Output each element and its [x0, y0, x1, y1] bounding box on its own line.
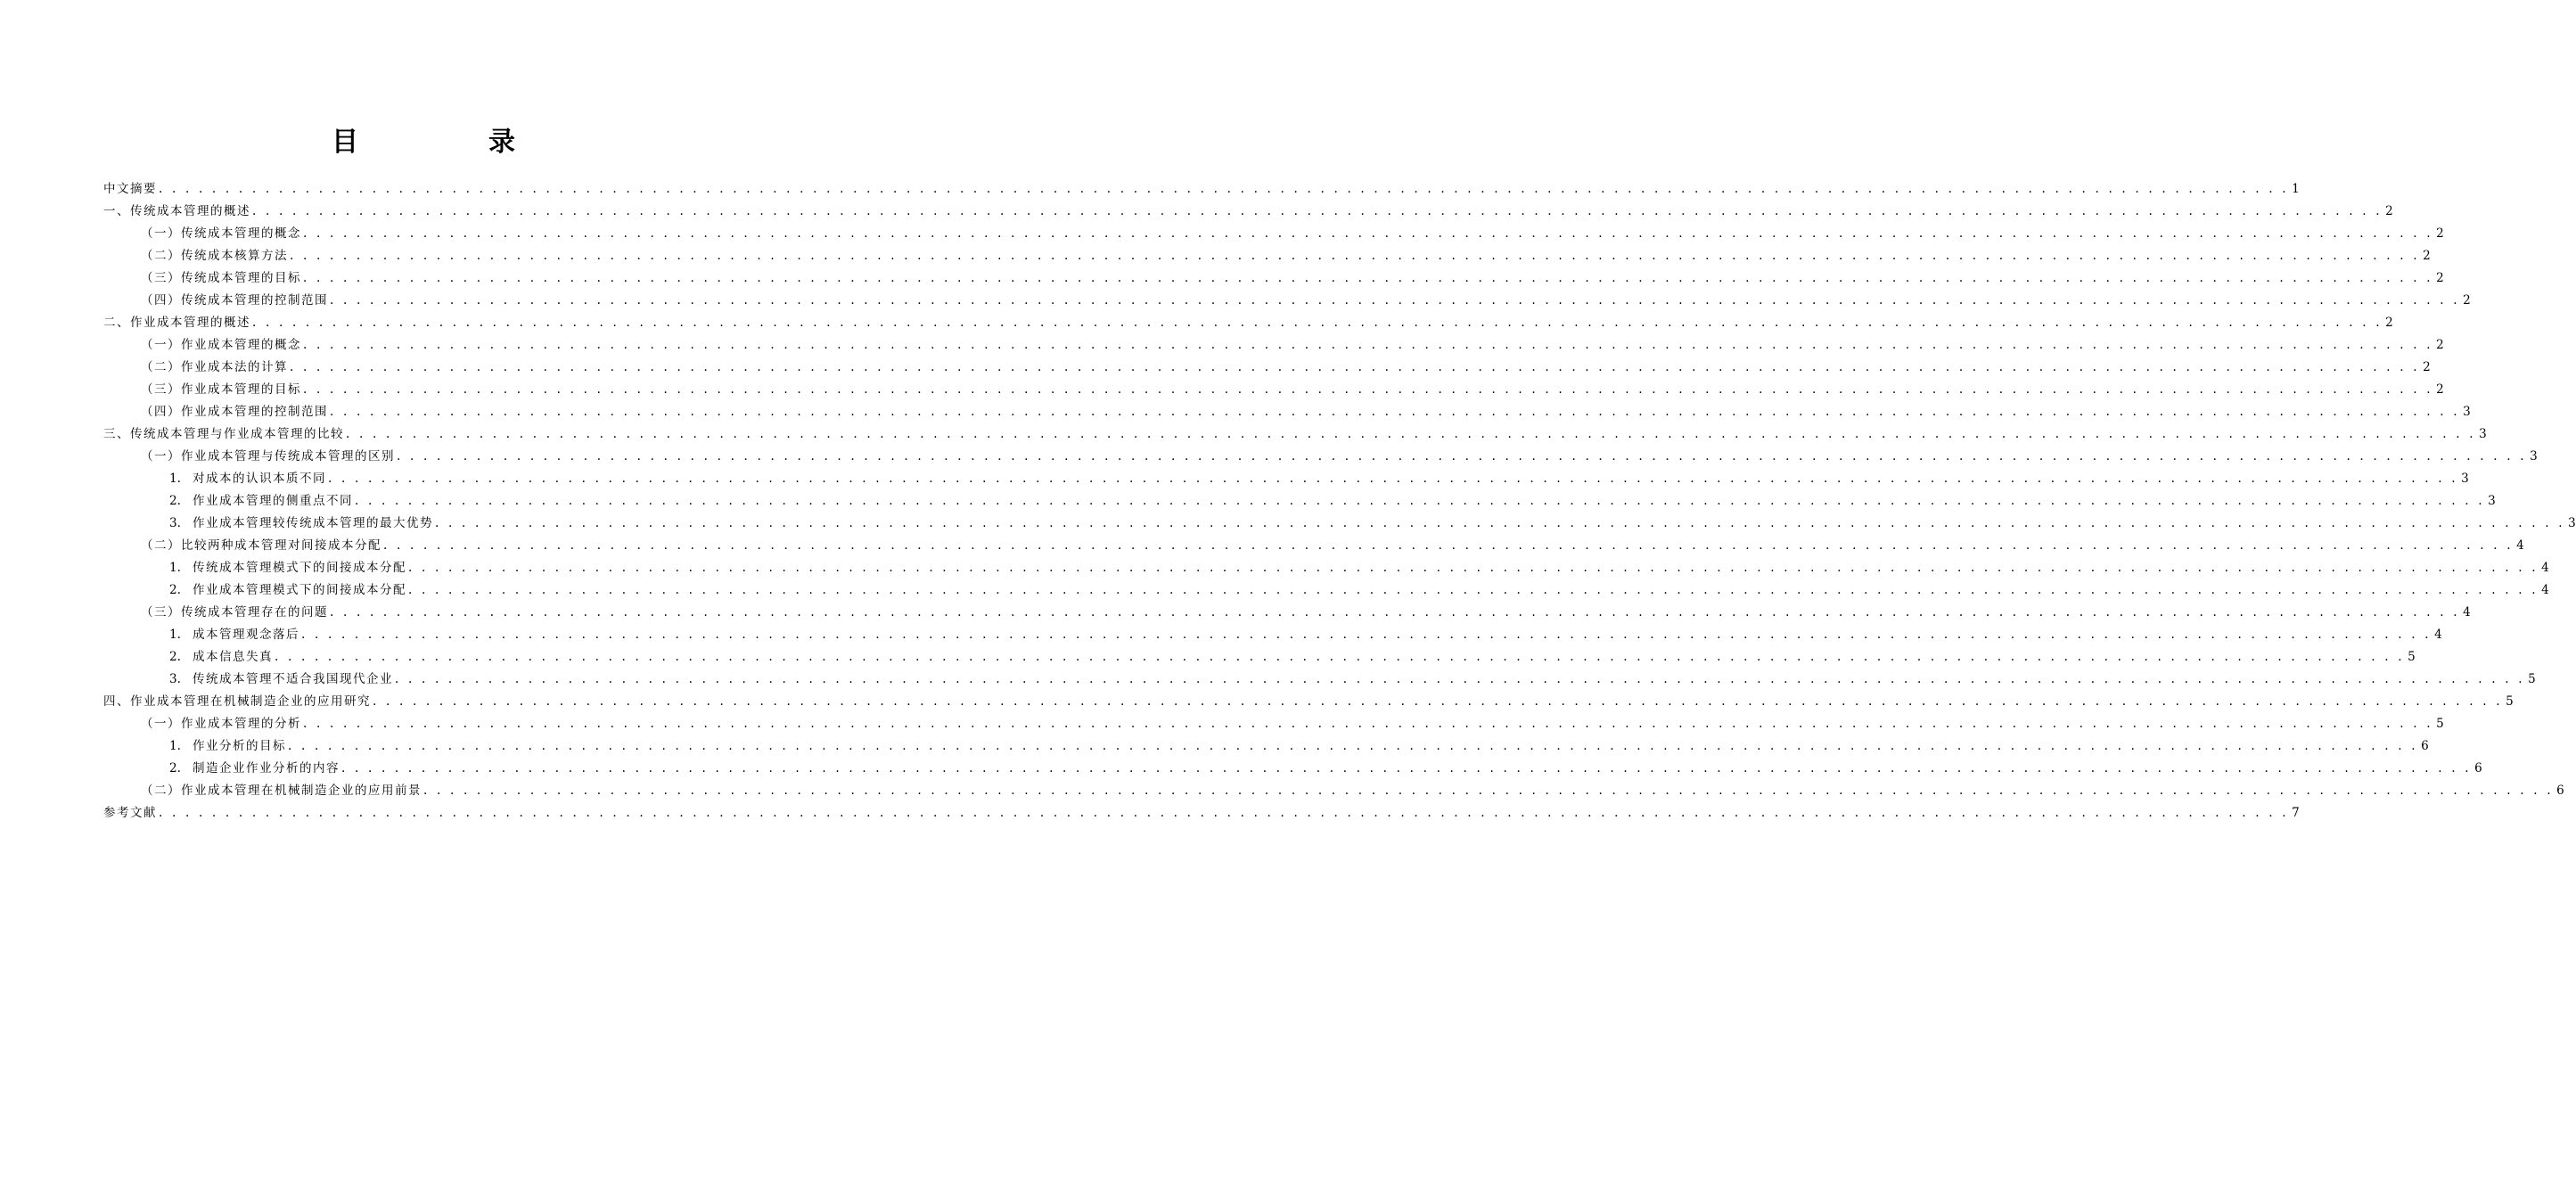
- toc-page-number: 5: [2408, 650, 2416, 664]
- toc-entry-title: （四）作业成本管理的控制范围: [141, 405, 328, 419]
- toc-entry-title: 作业成本管理模式下的间接成本分配: [193, 583, 406, 597]
- toc-entry-title: （一）作业成本管理的概念: [141, 338, 301, 352]
- toc-entry[interactable]: [103, 713, 2444, 735]
- toc-dot-leader: . . . . . . . . . . . . . . . . . . . . . . . . . . . . . . . . . . . . . . . . . . . . . . . . . . . . . . . . . . . . . . . . . . . . . . . . . . . . . . . . . . . . . . . . . . . . . . . . . . . . . . . . . . . . . . . . . . . . . . . . . . . . . . . . . . . . . . . . . . . . . . . . . . . . . . . . . . . . . . . .: [346, 427, 2476, 441]
- toc-page-number: 4: [2541, 583, 2549, 597]
- toc-entry-number: 2.: [169, 650, 181, 664]
- toc-entry-title: 成本信息失真: [193, 650, 273, 664]
- toc-entry[interactable]: [103, 178, 2300, 201]
- toc-page-number: 6: [2556, 784, 2564, 798]
- toc-dot-leader: . . . . . . . . . . . . . . . . . . . . . . . . . . . . . . . . . . . . . . . . . . . . . . . . . . . . . . . . . . . . . . . . . . . . . . . . . . . . . . . . . . . . . . . . . . . . . . . . . . . . . . . . . . . . . . . . . . . . . . . . . . . . . . . . . . . . . . . . . . . . . . . . . . . . . . . . . . . . . . . .: [303, 226, 2433, 241]
- toc-entry[interactable]: [103, 624, 2442, 646]
- toc-page-number: 6: [2474, 761, 2482, 775]
- toc-entry[interactable]: [103, 557, 2549, 579]
- toc-entry[interactable]: [103, 646, 2416, 669]
- toc-entry[interactable]: [103, 735, 2429, 758]
- toc-entry[interactable]: [103, 357, 2431, 379]
- toc-dot-leader: . . . . . . . . . . . . . . . . . . . . . . . . . . . . . . . . . . . . . . . . . . . . . . . . . . . . . . . . . . . . . . . . . . . . . . . . . . . . . . . . . . . . . . . . . . . . . . . . . . . . . . . . . . . . . . . . . . . . . . . . . . . . . . . . . . . . . . . . . . . . . . . . . . . . . . . . . . . . . . . .: [159, 806, 2289, 820]
- toc-entry-title: 作业分析的目标: [193, 739, 286, 753]
- toc-dot-leader: . . . . . . . . . . . . . . . . . . . . . . . . . . . . . . . . . . . . . . . . . . . . . . . . . . . . . . . . . . . . . . . . . . . . . . . . . . . . . . . . . . . . . . . . . . . . . . . . . . . . . . . . . . . . . . . . . . . . . . . . . . . . . . . . . . . . . . . . . . . . . . . . . . . . . . . . . . . . . . . .: [290, 249, 2420, 263]
- toc-entry[interactable]: [103, 513, 2576, 535]
- toc-dot-leader: . . . . . . . . . . . . . . . . . . . . . . . . . . . . . . . . . . . . . . . . . . . . . . . . . . . . . . . . . . . . . . . . . . . . . . . . . . . . . . . . . . . . . . . . . . . . . . . . . . . . . . . . . . . . . . . . . . . . . . . . . . . . . . . . . . . . . . . . . . . . . . . . . . . . . . . . . . . . . . . .: [435, 516, 2565, 530]
- toc-page-number: 4: [2434, 628, 2442, 642]
- toc-page-number: 2: [2423, 360, 2431, 374]
- toc-entry-number: 2.: [169, 761, 181, 775]
- toc-entry-number: 2.: [169, 494, 181, 508]
- toc-page-number: 3: [2463, 405, 2471, 419]
- toc-entry-number: 1.: [169, 472, 181, 486]
- toc-dot-leader: . . . . . . . . . . . . . . . . . . . . . . . . . . . . . . . . . . . . . . . . . . . . . . . . . . . . . . . . . . . . . . . . . . . . . . . . . . . . . . . . . . . . . . . . . . . . . . . . . . . . . . . . . . . . . . . . . . . . . . . . . . . . . . . . . . . . . . . . . . . . . . . . . . . . . . . . . . . . . . . .: [288, 739, 2418, 753]
- toc-entry-title: （二）传统成本核算方法: [141, 249, 288, 263]
- toc-entry-title: （二）作业成本法的计算: [141, 360, 288, 374]
- toc-entry[interactable]: [103, 535, 2524, 557]
- toc-entry[interactable]: [103, 490, 2496, 513]
- toc-entry-number: 2.: [169, 583, 181, 597]
- toc-entry-title: 一、传统成本管理的概述: [103, 204, 250, 218]
- toc-page-number: 3: [2461, 472, 2469, 486]
- toc-entry[interactable]: [103, 602, 2471, 624]
- toc-entry[interactable]: [103, 267, 2444, 290]
- toc-page-number: 5: [2528, 672, 2536, 686]
- toc-entry[interactable]: [103, 245, 2431, 267]
- toc-entry-title: 三、传统成本管理与作业成本管理的比较: [103, 427, 344, 441]
- toc-entry[interactable]: [103, 802, 2300, 825]
- toc-dot-leader: . . . . . . . . . . . . . . . . . . . . . . . . . . . . . . . . . . . . . . . . . . . . . . . . . . . . . . . . . . . . . . . . . . . . . . . . . . . . . . . . . . . . . . . . . . . . . . . . . . . . . . . . . . . . . . . . . . . . . . . . . . . . . . . . . . . . . . . . . . . . . . . . . . . . . . . . . . . . . . . .: [303, 382, 2433, 397]
- toc-page-number: 2: [2436, 338, 2444, 352]
- toc-dot-leader: . . . . . . . . . . . . . . . . . . . . . . . . . . . . . . . . . . . . . . . . . . . . . . . . . . . . . . . . . . . . . . . . . . . . . . . . . . . . . . . . . . . . . . . . . . . . . . . . . . . . . . . . . . . . . . . . . . . . . . . . . . . . . . . . . . . . . . . . . . . . . . . . . . . . . . . . . . . . . . . .: [301, 628, 2432, 642]
- toc-entry[interactable]: [103, 780, 2564, 802]
- toc-page-number: 2: [2463, 293, 2471, 308]
- toc-dot-leader: . . . . . . . . . . . . . . . . . . . . . . . . . . . . . . . . . . . . . . . . . . . . . . . . . . . . . . . . . . . . . . . . . . . . . . . . . . . . . . . . . . . . . . . . . . . . . . . . . . . . . . . . . . . . . . . . . . . . . . . . . . . . . . . . . . . . . . . . . . . . . . . . . . . . . . . . . . . . . . . .: [355, 494, 2485, 508]
- toc-page-number: 3: [2530, 449, 2538, 464]
- toc-page-number: 4: [2463, 605, 2471, 620]
- toc-dot-leader: . . . . . . . . . . . . . . . . . . . . . . . . . . . . . . . . . . . . . . . . . . . . . . . . . . . . . . . . . . . . . . . . . . . . . . . . . . . . . . . . . . . . . . . . . . . . . . . . . . . . . . . . . . . . . . . . . . . . . . . . . . . . . . . . . . . . . . . . . . . . . . . . . . . . . . . . . . . . . . . .: [423, 784, 2554, 798]
- toc-page-number: 3: [2488, 494, 2496, 508]
- toc-dot-leader: . . . . . . . . . . . . . . . . . . . . . . . . . . . . . . . . . . . . . . . . . . . . . . . . . . . . . . . . . . . . . . . . . . . . . . . . . . . . . . . . . . . . . . . . . . . . . . . . . . . . . . . . . . . . . . . . . . . . . . . . . . . . . . . . . . . . . . . . . . . . . . . . . . . . . . . . . . . . . . . .: [275, 650, 2405, 664]
- toc-dot-leader: . . . . . . . . . . . . . . . . . . . . . . . . . . . . . . . . . . . . . . . . . . . . . . . . . . . . . . . . . . . . . . . . . . . . . . . . . . . . . . . . . . . . . . . . . . . . . . . . . . . . . . . . . . . . . . . . . . . . . . . . . . . . . . . . . . . . . . . . . . . . . . . . . . . . . . . . . . . . . . . .: [397, 449, 2527, 464]
- toc-entry[interactable]: [103, 290, 2471, 312]
- toc-page-number: 6: [2421, 739, 2429, 753]
- toc-dot-leader: . . . . . . . . . . . . . . . . . . . . . . . . . . . . . . . . . . . . . . . . . . . . . . . . . . . . . . . . . . . . . . . . . . . . . . . . . . . . . . . . . . . . . . . . . . . . . . . . . . . . . . . . . . . . . . . . . . . . . . . . . . . . . . . . . . . . . . . . . . . . . . . . . . . . . . . . . . . . . . . .: [290, 360, 2420, 374]
- table-of-contents: [103, 178, 2576, 825]
- toc-dot-leader: . . . . . . . . . . . . . . . . . . . . . . . . . . . . . . . . . . . . . . . . . . . . . . . . . . . . . . . . . . . . . . . . . . . . . . . . . . . . . . . . . . . . . . . . . . . . . . . . . . . . . . . . . . . . . . . . . . . . . . . . . . . . . . . . . . . . . . . . . . . . . . . . . . . . . . . . . . . . . . . .: [383, 538, 2514, 553]
- toc-entry[interactable]: [103, 312, 2393, 334]
- toc-entry-title: （三）传统成本管理的目标: [141, 271, 301, 285]
- toc-dot-leader: . . . . . . . . . . . . . . . . . . . . . . . . . . . . . . . . . . . . . . . . . . . . . . . . . . . . . . . . . . . . . . . . . . . . . . . . . . . . . . . . . . . . . . . . . . . . . . . . . . . . . . . . . . . . . . . . . . . . . . . . . . . . . . . . . . . . . . . . . . . . . . . . . . . . . . . . . . . . . . . .: [303, 271, 2433, 285]
- toc-entry[interactable]: [103, 758, 2482, 780]
- toc-entry[interactable]: [103, 446, 2538, 468]
- toc-entry-title: 传统成本管理不适合我国现代企业: [193, 672, 393, 686]
- toc-entry[interactable]: [103, 201, 2393, 223]
- toc-entry[interactable]: [103, 401, 2471, 423]
- toc-entry-title: 成本管理观念落后: [193, 628, 299, 642]
- toc-entry-title: （二）作业成本管理在机械制造企业的应用前景: [141, 784, 422, 798]
- toc-dot-leader: . . . . . . . . . . . . . . . . . . . . . . . . . . . . . . . . . . . . . . . . . . . . . . . . . . . . . . . . . . . . . . . . . . . . . . . . . . . . . . . . . . . . . . . . . . . . . . . . . . . . . . . . . . . . . . . . . . . . . . . . . . . . . . . . . . . . . . . . . . . . . . . . . . . . . . . . . . . . . . . .: [330, 293, 2460, 308]
- toc-dot-leader: . . . . . . . . . . . . . . . . . . . . . . . . . . . . . . . . . . . . . . . . . . . . . . . . . . . . . . . . . . . . . . . . . . . . . . . . . . . . . . . . . . . . . . . . . . . . . . . . . . . . . . . . . . . . . . . . . . . . . . . . . . . . . . . . . . . . . . . . . . . . . . . . . . . . . . . . . . . . . . . .: [303, 717, 2433, 731]
- toc-page-number: 4: [2541, 561, 2549, 575]
- toc-entry[interactable]: [103, 669, 2536, 691]
- toc-page-number: 2: [2436, 382, 2444, 397]
- toc-page-number: 3: [2568, 516, 2576, 530]
- toc-entry[interactable]: [103, 379, 2444, 401]
- toc-page-number: 2: [2385, 316, 2393, 330]
- toc-entry-title: 中文摘要: [103, 182, 157, 196]
- toc-page-number: 5: [2506, 694, 2514, 709]
- toc-entry-title: 制造企业作业分析的内容: [193, 761, 340, 775]
- toc-entry-title: （四）传统成本管理的控制范围: [141, 293, 328, 308]
- toc-entry[interactable]: [103, 468, 2469, 490]
- toc-dot-leader: . . . . . . . . . . . . . . . . . . . . . . . . . . . . . . . . . . . . . . . . . . . . . . . . . . . . . . . . . . . . . . . . . . . . . . . . . . . . . . . . . . . . . . . . . . . . . . . . . . . . . . . . . . . . . . . . . . . . . . . . . . . . . . . . . . . . . . . . . . . . . . . . . . . . . . . . . . . . . . . .: [328, 472, 2458, 486]
- toc-page-number: 2: [2436, 226, 2444, 241]
- toc-page-number: 2: [2423, 249, 2431, 263]
- toc-entry[interactable]: [103, 423, 2487, 446]
- toc-entry-number: 1.: [169, 628, 181, 642]
- toc-entry-title: （三）传统成本管理存在的问题: [141, 605, 328, 620]
- toc-dot-leader: . . . . . . . . . . . . . . . . . . . . . . . . . . . . . . . . . . . . . . . . . . . . . . . . . . . . . . . . . . . . . . . . . . . . . . . . . . . . . . . . . . . . . . . . . . . . . . . . . . . . . . . . . . . . . . . . . . . . . . . . . . . . . . . . . . . . . . . . . . . . . . . . . . . . . . . . . . . . . . . .: [395, 672, 2525, 686]
- toc-entry-title: 二、作业成本管理的概述: [103, 316, 250, 330]
- toc-dot-leader: . . . . . . . . . . . . . . . . . . . . . . . . . . . . . . . . . . . . . . . . . . . . . . . . . . . . . . . . . . . . . . . . . . . . . . . . . . . . . . . . . . . . . . . . . . . . . . . . . . . . . . . . . . . . . . . . . . . . . . . . . . . . . . . . . . . . . . . . . . . . . . . . . . . . . . . . . . . . . . . .: [330, 405, 2460, 419]
- toc-dot-leader: . . . . . . . . . . . . . . . . . . . . . . . . . . . . . . . . . . . . . . . . . . . . . . . . . . . . . . . . . . . . . . . . . . . . . . . . . . . . . . . . . . . . . . . . . . . . . . . . . . . . . . . . . . . . . . . . . . . . . . . . . . . . . . . . . . . . . . . . . . . . . . . . . . . . . . . . . . . . . . . .: [408, 561, 2539, 575]
- toc-entry-number: 3.: [169, 516, 181, 530]
- toc-entry[interactable]: [103, 579, 2549, 602]
- toc-entry[interactable]: [103, 691, 2514, 713]
- toc-entry[interactable]: [103, 334, 2444, 357]
- toc-entry[interactable]: [103, 223, 2444, 245]
- toc-entry-title: （二）比较两种成本管理对间接成本分配: [141, 538, 381, 553]
- toc-entry-number: 3.: [169, 672, 181, 686]
- toc-dot-leader: . . . . . . . . . . . . . . . . . . . . . . . . . . . . . . . . . . . . . . . . . . . . . . . . . . . . . . . . . . . . . . . . . . . . . . . . . . . . . . . . . . . . . . . . . . . . . . . . . . . . . . . . . . . . . . . . . . . . . . . . . . . . . . . . . . . . . . . . . . . . . . . . . . . . . . . . . . . . . . . .: [330, 605, 2460, 620]
- toc-entry-number: 1.: [169, 739, 181, 753]
- toc-page-number: 2: [2436, 271, 2444, 285]
- toc-dot-leader: . . . . . . . . . . . . . . . . . . . . . . . . . . . . . . . . . . . . . . . . . . . . . . . . . . . . . . . . . . . . . . . . . . . . . . . . . . . . . . . . . . . . . . . . . . . . . . . . . . . . . . . . . . . . . . . . . . . . . . . . . . . . . . . . . . . . . . . . . . . . . . . . . . . . . . . . . . . . . . . .: [341, 761, 2472, 775]
- toc-dot-leader: . . . . . . . . . . . . . . . . . . . . . . . . . . . . . . . . . . . . . . . . . . . . . . . . . . . . . . . . . . . . . . . . . . . . . . . . . . . . . . . . . . . . . . . . . . . . . . . . . . . . . . . . . . . . . . . . . . . . . . . . . . . . . . . . . . . . . . . . . . . . . . . . . . . . . . . . . . . . . . . .: [159, 182, 2289, 196]
- toc-dot-leader: . . . . . . . . . . . . . . . . . . . . . . . . . . . . . . . . . . . . . . . . . . . . . . . . . . . . . . . . . . . . . . . . . . . . . . . . . . . . . . . . . . . . . . . . . . . . . . . . . . . . . . . . . . . . . . . . . . . . . . . . . . . . . . . . . . . . . . . . . . . . . . . . . . . . . . . . . . . . . . . .: [252, 316, 2383, 330]
- toc-entry-title: 参考文献: [103, 806, 157, 820]
- toc-page-number: 5: [2436, 717, 2444, 731]
- toc-dot-leader: . . . . . . . . . . . . . . . . . . . . . . . . . . . . . . . . . . . . . . . . . . . . . . . . . . . . . . . . . . . . . . . . . . . . . . . . . . . . . . . . . . . . . . . . . . . . . . . . . . . . . . . . . . . . . . . . . . . . . . . . . . . . . . . . . . . . . . . . . . . . . . . . . . . . . . . . . . . . . . . .: [252, 204, 2383, 218]
- toc-entry-title: （三）作业成本管理的目标: [141, 382, 301, 397]
- toc-page-number: 3: [2479, 427, 2487, 441]
- toc-entry-number: 1.: [169, 561, 181, 575]
- toc-page-number: 7: [2292, 806, 2300, 820]
- toc-page-number: 2: [2385, 204, 2393, 218]
- page-title: 目 录: [332, 127, 567, 159]
- toc-dot-leader: . . . . . . . . . . . . . . . . . . . . . . . . . . . . . . . . . . . . . . . . . . . . . . . . . . . . . . . . . . . . . . . . . . . . . . . . . . . . . . . . . . . . . . . . . . . . . . . . . . . . . . . . . . . . . . . . . . . . . . . . . . . . . . . . . . . . . . . . . . . . . . . . . . . . . . . . . . . . . . . .: [303, 338, 2433, 352]
- toc-entry-title: 作业成本管理较传统成本管理的最大优势: [193, 516, 433, 530]
- toc-entry-title: 传统成本管理模式下的间接成本分配: [193, 561, 406, 575]
- toc-page-number: 1: [2292, 182, 2300, 196]
- toc-entry-title: （一）作业成本管理的分析: [141, 717, 301, 731]
- toc-entry-title: 对成本的认识本质不同: [193, 472, 326, 486]
- toc-entry-title: 作业成本管理的侧重点不同: [193, 494, 353, 508]
- toc-dot-leader: . . . . . . . . . . . . . . . . . . . . . . . . . . . . . . . . . . . . . . . . . . . . . . . . . . . . . . . . . . . . . . . . . . . . . . . . . . . . . . . . . . . . . . . . . . . . . . . . . . . . . . . . . . . . . . . . . . . . . . . . . . . . . . . . . . . . . . . . . . . . . . . . . . . . . . . . . . . . . . . .: [408, 583, 2539, 597]
- toc-page-number: 4: [2516, 538, 2524, 553]
- toc-entry-title: 四、作业成本管理在机械制造企业的应用研究: [103, 694, 371, 709]
- toc-dot-leader: . . . . . . . . . . . . . . . . . . . . . . . . . . . . . . . . . . . . . . . . . . . . . . . . . . . . . . . . . . . . . . . . . . . . . . . . . . . . . . . . . . . . . . . . . . . . . . . . . . . . . . . . . . . . . . . . . . . . . . . . . . . . . . . . . . . . . . . . . . . . . . . . . . . . . . . . . . . . . . . .: [373, 694, 2503, 709]
- toc-entry-title: （一）传统成本管理的概念: [141, 226, 301, 241]
- toc-entry-title: （一）作业成本管理与传统成本管理的区别: [141, 449, 395, 464]
